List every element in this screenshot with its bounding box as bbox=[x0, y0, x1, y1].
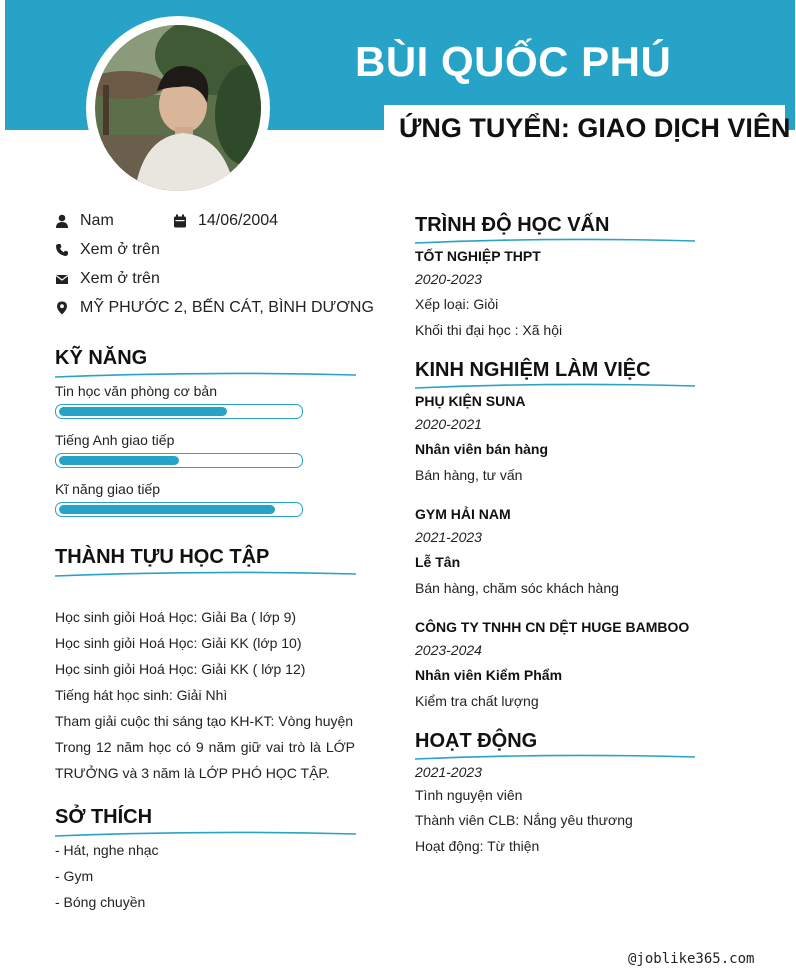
education-rank: Xếp loại: Giỏi bbox=[415, 296, 499, 312]
education-block: Khối thi đại học : Xã hội bbox=[415, 322, 563, 338]
apply-position: ỨNG TUYỂN: GIAO DỊCH VIÊN bbox=[399, 113, 791, 143]
gender-text: Nam bbox=[80, 212, 114, 229]
achievement-item: Tham giải cuộc thi sáng tạo KH-KT: Vòng huyện bbox=[55, 713, 354, 729]
contact-email bbox=[55, 270, 160, 288]
skill-label: Tiếng Anh giao tiếp bbox=[55, 432, 175, 448]
skill-bar-fill bbox=[59, 505, 275, 514]
activity-item: Tình nguyện viên bbox=[415, 787, 523, 803]
achievements-title-underline bbox=[55, 570, 356, 578]
job-desc: Bán hàng, chăm sóc khách hàng bbox=[415, 580, 619, 596]
activity-item: Thành viên CLB: Nắng yêu thương bbox=[415, 812, 633, 828]
watermark: @joblike365.com bbox=[628, 951, 755, 967]
avatar-photo bbox=[95, 25, 261, 191]
skill-bar-fill bbox=[59, 407, 227, 416]
envelope-icon bbox=[55, 272, 69, 286]
job-desc: Kiểm tra chất lượng bbox=[415, 693, 539, 709]
skills-title: KỸ NĂNG bbox=[55, 347, 148, 369]
hobby-item: - Bóng chuyền bbox=[55, 894, 146, 910]
job-company: CÔNG TY TNHH CN DỆT HUGE BAMBOO bbox=[415, 619, 690, 635]
achievements-title: THÀNH TỰU HỌC TẬP bbox=[55, 546, 270, 568]
job-period: 2023-2024 bbox=[415, 642, 482, 658]
hobby-item: - Gym bbox=[55, 868, 94, 884]
achievements-list bbox=[55, 604, 355, 786]
hobbies-title-underline bbox=[55, 830, 356, 838]
birthday-text: 14/06/2004 bbox=[198, 212, 279, 229]
skill-label: Tin học văn phòng cơ bản bbox=[55, 383, 217, 399]
job-company: GYM HẢI NAM bbox=[415, 506, 511, 522]
activity-item: Hoạt động: Từ thiện bbox=[415, 838, 540, 854]
achievement-item: Học sinh giỏi Hoá Học: Giải KK ( lớp 12) bbox=[55, 661, 306, 677]
job-role: Nhân viên Kiểm Phẩm bbox=[415, 667, 563, 683]
education-period: 2020-2023 bbox=[415, 271, 482, 287]
achievement-item: Tiếng hát học sinh: Giải Nhì bbox=[55, 687, 228, 703]
phone-icon bbox=[55, 243, 69, 257]
address-text: MỸ PHƯỚC 2, BẾN CÁT, BÌNH DƯƠNG bbox=[80, 299, 374, 316]
activities-title: HOẠT ĐỘNG bbox=[415, 730, 538, 752]
skill-label: Kĩ năng giao tiếp bbox=[55, 481, 161, 497]
contact-birthday bbox=[173, 212, 278, 230]
achievement-item: Học sinh giỏi Hoá Học: Giải Ba ( lớp 9) bbox=[55, 609, 297, 625]
experience-title: KINH NGHIỆM LÀM VIỆC bbox=[415, 359, 651, 381]
skills-title-underline bbox=[55, 371, 356, 379]
phone-text: Xem ở trên bbox=[80, 241, 160, 258]
achievement-item: Học sinh giỏi Hoá Học: Giải KK (lớp 10) bbox=[55, 635, 302, 651]
achievement-item: Trong 12 năm học có 9 năm giữ vai trò là LỚP TRƯỞNG và 3 năm là LỚP PHÓ HỌC TẬP. bbox=[55, 739, 355, 781]
avatar bbox=[95, 25, 261, 191]
skill-bar-fill bbox=[59, 456, 179, 465]
job-role: Nhân viên bán hàng bbox=[415, 441, 549, 457]
email-text: Xem ở trên bbox=[80, 270, 160, 287]
hobby-item: - Hát, nghe nhạc bbox=[55, 842, 159, 858]
activities-period: 2021-2023 bbox=[415, 764, 482, 780]
education-title-underline bbox=[415, 237, 695, 245]
job-period: 2021-2023 bbox=[415, 529, 482, 545]
skill-bar bbox=[55, 404, 303, 419]
skill-bar bbox=[55, 453, 303, 468]
education-school: TỐT NGHIỆP THPT bbox=[415, 248, 541, 264]
experience-title-underline bbox=[415, 382, 695, 390]
skill-bar bbox=[55, 502, 303, 517]
job-period: 2020-2021 bbox=[415, 416, 482, 432]
activities-title-underline bbox=[415, 753, 695, 761]
education-title: TRÌNH ĐỘ HỌC VẤN bbox=[415, 214, 610, 236]
candidate-name: BÙI QUỐC PHÚ bbox=[355, 38, 672, 85]
job-company: PHỤ KIỆN SUNA bbox=[415, 393, 526, 409]
hobbies-title: SỞ THÍCH bbox=[55, 806, 153, 828]
contact-gender bbox=[55, 212, 114, 230]
location-pin-icon bbox=[55, 301, 69, 315]
contact-address bbox=[55, 299, 374, 317]
person-icon bbox=[55, 214, 69, 228]
contact-phone bbox=[55, 241, 160, 259]
job-desc: Bán hàng, tư vấn bbox=[415, 467, 523, 483]
calendar-icon bbox=[173, 214, 187, 228]
job-role: Lễ Tân bbox=[415, 554, 461, 570]
